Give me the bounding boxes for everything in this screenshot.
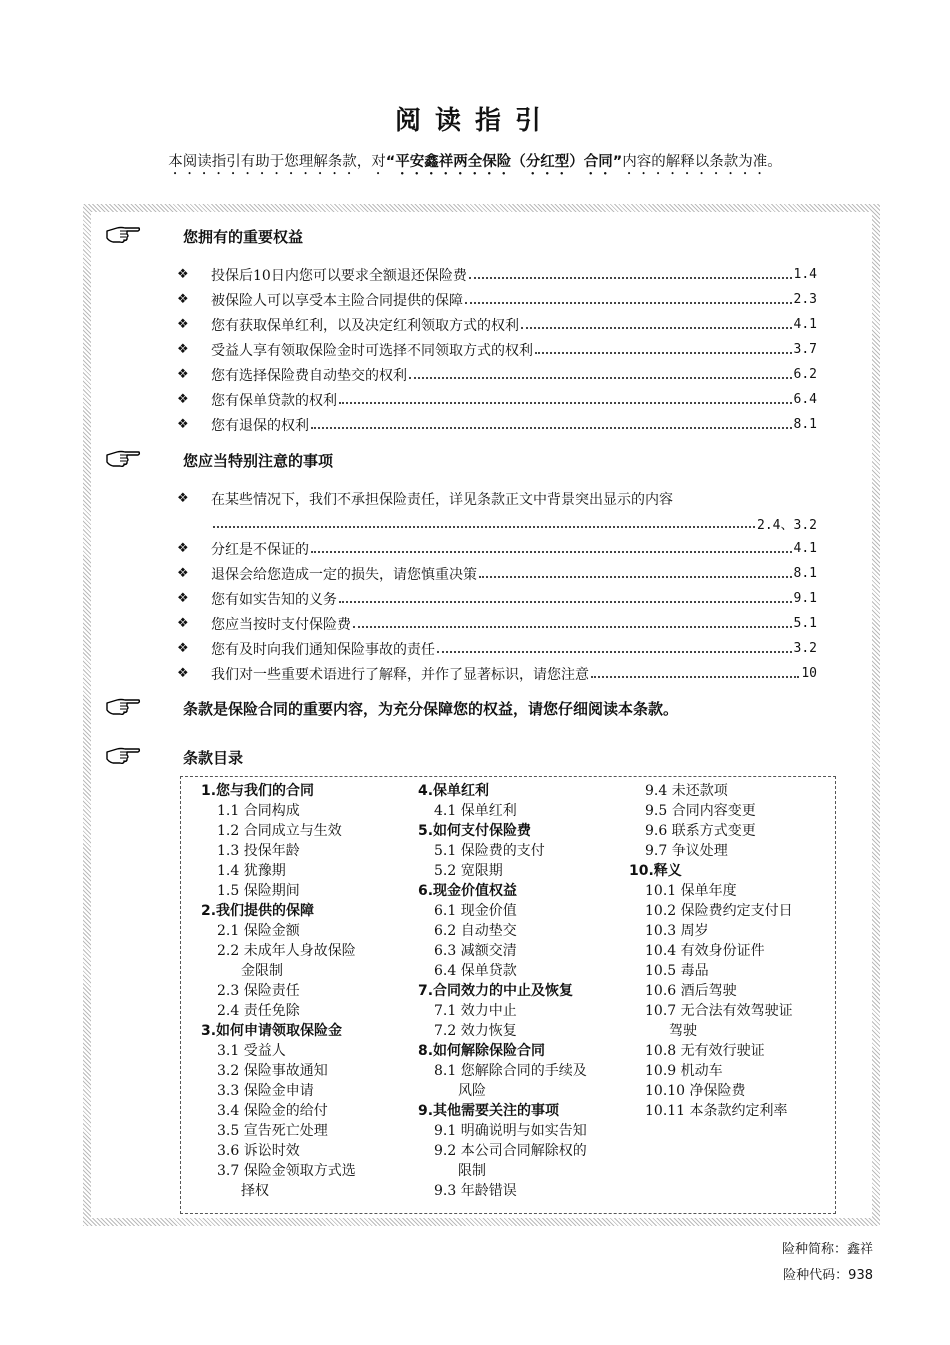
list-item-continuation <box>177 511 817 536</box>
toc-subitem[interactable]: 2.4 责任免除 <box>217 1003 300 1019</box>
toc-subitem[interactable]: 1.5 保险期间 <box>217 883 300 899</box>
diamond-bullet-icon: ❖ <box>177 616 189 631</box>
item-reference: 8.1 <box>793 417 817 432</box>
diamond-bullet-icon: ❖ <box>177 317 189 332</box>
toc-subitem[interactable]: 2.2 未成年人身故保险 <box>217 943 356 959</box>
guide-frame <box>83 204 880 1226</box>
toc-column-1 <box>201 781 406 1201</box>
list-item <box>177 337 817 362</box>
pointing-hand-icon <box>105 449 141 469</box>
dot-leader <box>339 601 792 603</box>
toc-subitem[interactable]: 10.10 净保险费 <box>645 1083 746 1099</box>
item-reference: 10 <box>801 666 817 681</box>
diamond-bullet-icon: ❖ <box>177 491 189 506</box>
item-reference: 1.4 <box>793 267 817 282</box>
toc-subitem[interactable]: 9.1 明确说明与如实告知 <box>434 1123 587 1139</box>
toc-subitem[interactable]: 2.1 保险金额 <box>217 923 300 939</box>
item-text: 我们对一些重要术语进行了解释，并作了显著标识，请您注意 <box>211 666 589 683</box>
dot-leader <box>339 402 792 404</box>
product-code: 险种代码：938 <box>783 1268 873 1283</box>
diamond-bullet-icon: ❖ <box>177 541 189 556</box>
toc-chapter[interactable]: 8.如何解除保险合同 <box>418 1043 546 1059</box>
list-item <box>177 262 817 287</box>
item-reference: 8.1 <box>793 566 817 581</box>
toc-subitem[interactable]: 1.2 合同成立与生效 <box>217 823 342 839</box>
dot-leader <box>465 302 792 304</box>
toc-chapter[interactable]: 1.您与我们的合同 <box>201 783 315 799</box>
toc-subitem[interactable]: 2.3 保险责任 <box>217 983 300 999</box>
diamond-bullet-icon: ❖ <box>177 591 189 606</box>
toc-column-3 <box>629 781 829 1121</box>
toc-subitem[interactable]: 3.4 保险金的给付 <box>217 1103 328 1119</box>
guide-content <box>91 212 872 1218</box>
toc-subitem[interactable]: 10.1 保单年度 <box>645 883 737 899</box>
toc-subitem[interactable]: 6.4 保单贷款 <box>434 963 517 979</box>
list-item <box>177 661 817 686</box>
product-name: “平安鑫祥两全保险（分红型）合同” <box>385 154 623 170</box>
dot-leader <box>213 526 755 528</box>
dot-leader <box>409 377 792 379</box>
list-item <box>177 412 817 437</box>
diamond-bullet-icon: ❖ <box>177 666 189 681</box>
dot-leader <box>535 352 792 354</box>
toc-subitem[interactable]: 10.11 本条款约定利率 <box>645 1103 788 1119</box>
item-reference: 4.1 <box>793 541 817 556</box>
diamond-bullet-icon: ❖ <box>177 566 189 581</box>
toc-subitem[interactable]: 3.5 宣告死亡处理 <box>217 1123 328 1139</box>
toc-subitem[interactable]: 3.2 保险事故通知 <box>217 1063 328 1079</box>
attention-heading: 您应当特别注意的事项 <box>183 452 334 470</box>
toc-subitem[interactable]: 1.1 合同构成 <box>217 803 300 819</box>
list-item <box>177 561 817 586</box>
toc-subitem[interactable]: 9.6 联系方式变更 <box>645 823 756 839</box>
item-text: 退保会给您造成一定的损失，请您慎重决策 <box>211 566 477 583</box>
item-text: 您有保单贷款的权利 <box>211 392 337 409</box>
toc-chapter[interactable]: 7.合同效力的中止及恢复 <box>418 983 574 999</box>
rights-list <box>177 262 817 437</box>
toc-subitem[interactable]: 3.1 受益人 <box>217 1043 286 1059</box>
toc-subitem[interactable]: 10.5 毒品 <box>645 963 709 979</box>
item-reference: 3.2 <box>793 641 817 656</box>
toc-chapter[interactable]: 4.保单红利 <box>418 783 490 799</box>
dot-leader <box>311 551 792 553</box>
toc-subitem[interactable]: 1.3 投保年龄 <box>217 843 300 859</box>
item-text: 您应当按时支付保险费 <box>211 616 351 633</box>
toc-subitem[interactable]: 10.2 保险费约定支付日 <box>645 903 793 919</box>
toc-subitem[interactable]: 8.1 您解除合同的手续及 <box>434 1063 587 1079</box>
diamond-bullet-icon: ❖ <box>177 392 189 407</box>
dot-leader <box>437 651 792 653</box>
toc-subitem[interactable]: 5.1 保险费的支付 <box>434 843 545 859</box>
item-reference: 3.7 <box>793 342 817 357</box>
list-item <box>177 536 817 561</box>
item-reference: 2.4、3.2 <box>757 518 817 533</box>
toc-subitem-continuation[interactable]: 驾驶 <box>669 1023 697 1039</box>
toc-subitem[interactable]: 6.2 自动垫交 <box>434 923 517 939</box>
intro-text <box>0 150 950 178</box>
toc-subitem[interactable]: 10.7 无合法有效驾驶证 <box>645 1003 793 1019</box>
toc-subitem-continuation[interactable]: 风险 <box>458 1083 486 1099</box>
toc-subitem[interactable]: 10.4 有效身份证件 <box>645 943 765 959</box>
list-item <box>177 287 817 312</box>
dot-leader <box>521 327 792 329</box>
toc-subitem[interactable]: 3.3 保险金申请 <box>217 1083 314 1099</box>
toc-subitem[interactable]: 6.3 减额交清 <box>434 943 517 959</box>
pointing-hand-icon <box>105 697 141 717</box>
diamond-bullet-icon: ❖ <box>177 641 189 656</box>
toc-subitem[interactable]: 7.1 效力中止 <box>434 1003 517 1019</box>
intro-before: 本阅读指引有助于您理解条款，对 <box>168 154 386 170</box>
dot-leader <box>311 427 792 429</box>
toc-box <box>180 776 836 1214</box>
toc-subitem[interactable]: 9.2 本公司合同解除权的 <box>434 1143 587 1159</box>
toc-subitem[interactable]: 5.2 宽限期 <box>434 863 503 879</box>
toc-column-2 <box>418 781 628 1201</box>
dot-leader <box>479 576 792 578</box>
toc-heading: 条款目录 <box>183 749 244 767</box>
diamond-bullet-icon: ❖ <box>177 417 189 432</box>
diamond-bullet-icon: ❖ <box>177 267 189 282</box>
rights-heading: 您拥有的重要权益 <box>183 228 304 246</box>
dot-leader <box>469 277 792 279</box>
toc-chapter[interactable]: 9.其他需要关注的事项 <box>418 1103 560 1119</box>
item-reference: 6.2 <box>793 367 817 382</box>
toc-subitem[interactable]: 9.3 年龄错误 <box>434 1183 517 1199</box>
item-text: 被保险人可以享受本主险合同提供的保障 <box>211 292 463 309</box>
item-reference: 6.4 <box>793 392 817 407</box>
list-item <box>177 387 817 412</box>
item-text: 在某些情况下，我们不承担保险责任，详见条款正文中背景突出显示的内容 <box>211 491 673 508</box>
toc-chapter[interactable]: 5.如何支付保险费 <box>418 823 532 839</box>
toc-subitem[interactable]: 9.4 未还款项 <box>645 783 728 799</box>
toc-chapter[interactable]: 2.我们提供的保障 <box>201 903 315 919</box>
toc-subitem-continuation[interactable]: 金限制 <box>241 963 283 979</box>
toc-subitem[interactable]: 4.1 保单红利 <box>434 803 517 819</box>
list-item <box>177 611 817 636</box>
diamond-bullet-icon: ❖ <box>177 342 189 357</box>
toc-subitem[interactable]: 10.3 周岁 <box>645 923 709 939</box>
pointing-hand-icon <box>105 746 141 766</box>
toc-subitem[interactable]: 9.7 争议处理 <box>645 843 728 859</box>
diamond-bullet-icon: ❖ <box>177 367 189 382</box>
item-reference: 2.3 <box>793 292 817 307</box>
item-text: 您有如实告知的义务 <box>211 591 337 608</box>
item-reference: 9.1 <box>793 591 817 606</box>
toc-subitem[interactable]: 3.7 保险金领取方式选 <box>217 1163 356 1179</box>
intro-after: 内容的解释以条款为准。 <box>622 154 782 170</box>
toc-subitem-continuation[interactable]: 限制 <box>458 1163 486 1179</box>
toc-subitem[interactable]: 6.1 现金价值 <box>434 903 517 919</box>
toc-subitem[interactable]: 10.8 无有效行驶证 <box>645 1043 765 1059</box>
item-text: 投保后10日内您可以要求全额退还保险费 <box>211 267 467 284</box>
page-title: 阅读指引 <box>394 106 555 136</box>
toc-subitem-continuation[interactable]: 择权 <box>241 1183 269 1199</box>
toc-chapter[interactable]: 10.释义 <box>629 863 682 879</box>
dot-leader <box>591 676 799 678</box>
item-text: 受益人享有领取保险金时可选择不同领取方式的权利 <box>211 342 533 359</box>
toc-subitem[interactable]: 10.9 机动车 <box>645 1063 723 1079</box>
item-reference: 4.1 <box>793 317 817 332</box>
item-text: 分红是不保证的 <box>211 541 309 558</box>
list-item <box>177 312 817 337</box>
diamond-bullet-icon: ❖ <box>177 292 189 307</box>
product-short-name: 险种简称：鑫祥 <box>781 1242 873 1257</box>
list-item <box>177 486 817 511</box>
toc-subitem[interactable]: 9.5 合同内容变更 <box>645 803 756 819</box>
toc-subitem[interactable]: 7.2 效力恢复 <box>434 1023 517 1039</box>
dot-leader <box>353 626 792 628</box>
list-item <box>177 362 817 387</box>
item-reference: 5.1 <box>793 616 817 631</box>
toc-subitem[interactable]: 1.4 犹豫期 <box>217 863 286 879</box>
item-text: 您有选择保险费自动垫交的权利 <box>211 367 407 384</box>
toc-chapter[interactable]: 3.如何申请领取保险金 <box>201 1023 343 1039</box>
item-text: 您有及时向我们通知保险事故的责任 <box>211 641 435 658</box>
item-text: 您有退保的权利 <box>211 417 309 434</box>
attention-list <box>177 486 817 686</box>
toc-subitem[interactable]: 10.6 酒后驾驶 <box>645 983 737 999</box>
item-text: 您有获取保单红利，以及决定红利领取方式的权利 <box>211 317 519 334</box>
notice-heading: 条款是保险合同的重要内容，为充分保障您的权益，请您仔细阅读本条款。 <box>183 700 679 718</box>
toc-chapter[interactable]: 6.现金价值权益 <box>418 883 518 899</box>
pointing-hand-icon <box>105 225 141 245</box>
toc-subitem[interactable]: 3.6 诉讼时效 <box>217 1143 300 1159</box>
list-item <box>177 586 817 611</box>
list-item <box>177 636 817 661</box>
